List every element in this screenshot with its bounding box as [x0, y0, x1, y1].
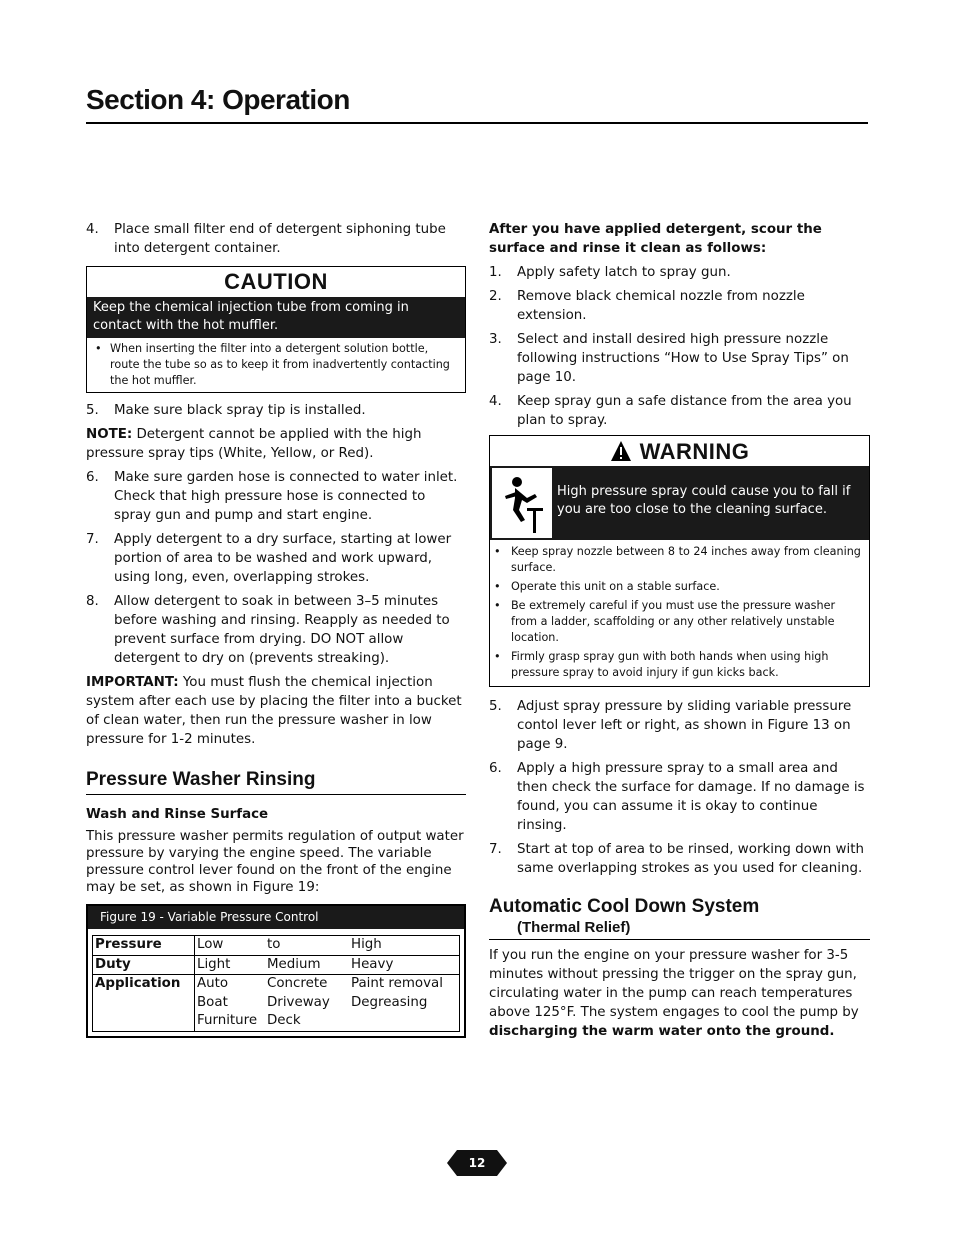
- warning-bullet: • Operate this unit on a stable surface.: [490, 579, 863, 595]
- important-note: IMPORTANT: You must flush the chemical injection system after each use by placing the filter into a bucket of clean water, then run the pressure washer in low pressure for 1-2 minutes.: [86, 675, 462, 747]
- rinse-step-6: 6. Apply a high pressure spray to a small area and then check the surface for damage. If no damage is found, you can assume it is okay to continue rinsing.: [489, 761, 865, 833]
- rinse-step-1: 1. Apply safety latch to spray gun.: [489, 265, 731, 280]
- cooldown-subheading: (Thermal Relief): [489, 918, 870, 940]
- cell-line: Auto: [197, 976, 229, 991]
- rinse-step-2: 2. Remove black chemical nozzle from nozzle extension.: [489, 289, 805, 323]
- cell: High: [349, 936, 459, 956]
- warning-bullet: • Keep spray nozzle between 8 to 24 inches away from cleaning surface.: [490, 544, 863, 576]
- fall-hazard-icon: [492, 468, 552, 538]
- warning-triangle-icon: [610, 440, 632, 462]
- rinsing-heading: Pressure Washer Rinsing: [86, 769, 466, 795]
- cell: [265, 975, 349, 1031]
- rinse-intro: After you have applied detergent, scour the surface and rinse it clean as follows:: [489, 222, 822, 256]
- cell: Heavy: [349, 956, 459, 976]
- bullet-icon: •: [494, 599, 501, 612]
- cell: [349, 975, 459, 1031]
- caution-bullet: • When inserting the filter into a detergent solution bottle, route the tube so as to keep it from inadvertently contacting the hot muffler.: [95, 342, 450, 387]
- cell-line: Degreasing: [351, 994, 428, 1010]
- wash-rinse-subheading: Wash and Rinse Surface: [86, 807, 269, 822]
- cell-line: Boat: [197, 994, 228, 1010]
- cooldown-heading: Automatic Cool Down System: [489, 896, 760, 917]
- cell: to: [265, 936, 349, 956]
- row-label-application: Application: [93, 975, 195, 1031]
- left-column: [86, 220, 466, 1038]
- cell-line: Paint removal: [351, 976, 443, 991]
- row-label-pressure: Pressure: [93, 936, 195, 956]
- right-column: [489, 220, 870, 1046]
- rinse-step-5: 5. Adjust spray pressure by sliding variable pressure contol lever left or right, as shown in Figure 13 on page 9.: [489, 699, 852, 752]
- cell-line: Concrete: [267, 976, 328, 991]
- rinse-step-3: 3. Select and install desired high pressure nozzle following instructions “How to Use Spray Tips” on page 10.: [489, 332, 849, 385]
- cell: Light: [195, 956, 265, 976]
- cell-line: Furniture: [197, 1013, 258, 1028]
- caution-title: CAUTION: [224, 269, 328, 294]
- page-number: 12: [468, 1156, 486, 1170]
- rinsing-body: This pressure washer permits regulation of output water pressure by varying the engine speed. The variable pressure control lever found on the front of the engine may be set, as shown in Figure 19:: [86, 829, 464, 895]
- warning-message: High pressure spray could cause you to fall if you are too close to the cleaning surface.: [557, 484, 851, 517]
- warning-bullet: • Be extremely careful if you must use the pressure washer from a ladder, scaffolding or any other relatively unstable location.: [490, 598, 863, 646]
- cell-line: Deck: [267, 1013, 301, 1028]
- warning-bullets: [490, 540, 869, 686]
- pressure-table: [92, 935, 460, 1032]
- bullet-icon: •: [494, 650, 501, 663]
- rinse-step-4: 4. Keep spray gun a safe distance from the area you plan to spray.: [489, 394, 852, 428]
- warning-band: [490, 466, 869, 540]
- title-rule: [86, 122, 868, 124]
- step-4: 4. Place small filter end of detergent siphoning tube into detergent container.: [86, 222, 446, 256]
- warning-title: WARNING: [639, 438, 750, 464]
- warning-box: [489, 435, 870, 687]
- caution-box: [86, 266, 466, 393]
- bullet-icon: •: [494, 580, 501, 593]
- cell: Low: [195, 936, 265, 956]
- warning-header: [490, 436, 869, 466]
- cooldown-body: If you run the engine on your pressure washer for 3-5 minutes without pressing the trigger on the spray gun, circulating water in the pump can reach temperatures above 125°F. The system engages to cool the pump by discharging the warm water onto the ground.: [489, 948, 859, 1039]
- caution-message: Keep the chemical injection tube from coming in contact with the hot muffler.: [87, 297, 465, 338]
- cell-line: Driveway: [267, 994, 330, 1010]
- figure-19: [86, 904, 466, 1038]
- page-title: Section 4: Operation: [86, 84, 350, 115]
- row-label-duty: Duty: [93, 956, 195, 976]
- note: NOTE: Detergent cannot be applied with the high pressure spray tips (White, Yellow, or Red).: [86, 427, 422, 461]
- bullet-icon: •: [95, 342, 102, 355]
- cell: Medium: [265, 956, 349, 976]
- rinse-step-7: 7. Start at top of area to be rinsed, working down with same overlapping strokes as you used for cleaning.: [489, 842, 864, 876]
- bullet-icon: •: [494, 545, 501, 558]
- step-8: 8. Allow detergent to soak in between 3–5 minutes before washing and rinsing. Reapply as needed to prevent surface from drying. DO NOT allow detergent to dry on (prevents streaking).: [86, 594, 450, 666]
- step-5: 5. Make sure black spray tip is installed.: [86, 403, 366, 418]
- step-6: 6. Make sure garden hose is connected to water inlet. Check that high pressure hose is connected to spray gun and pump and start engine.: [86, 470, 458, 523]
- step-7: 7. Apply detergent to a dry surface, starting at lower portion of area to be washed and work upward, using long, even, overlapping strokes.: [86, 532, 452, 585]
- cell: [195, 975, 265, 1031]
- warning-bullet: • Firmly grasp spray gun with both hands when using high pressure spray to avoid injury if gun kicks back.: [490, 649, 863, 681]
- figure-caption: Figure 19 - Variable Pressure Control: [88, 906, 464, 929]
